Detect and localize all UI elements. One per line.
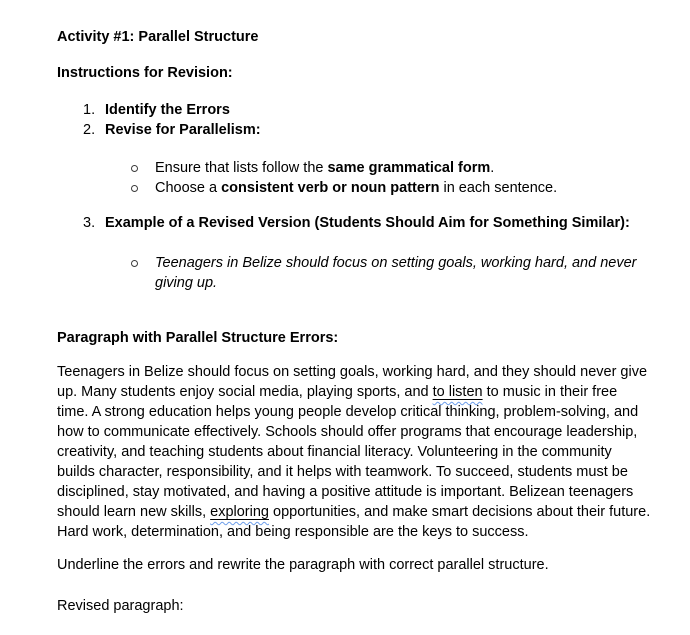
activity-title: Activity #1: Parallel Structure	[57, 29, 259, 45]
error-text: to listen	[432, 384, 483, 400]
list-item-revise-parallelism	[57, 120, 652, 140]
text-segment-italic: Teenagers in Belize should focus on setting goals, working hard, and never giving up.	[155, 255, 637, 291]
text-segment-plain: Teenagers in Belize should focus on setting goals, working hard, and they should never give up. Many students enjoy social media, playing sports, and	[57, 364, 648, 400]
text-segment-plain: to music in their free time. A strong education helps young people develop critical thinking, problem-solving, and how to communicate effectively. Schools should offer programs that encourage leadership, creativity, and teaching students about financial literacy. Volunteering in the community builds character, responsibility, and it helps with teamwork. To succeed, students must be disciplined, stay motivated, and having a positive attitude is important. Belizean teenagers should learn new skills,	[57, 384, 639, 520]
bullet-text	[155, 158, 494, 178]
revision-bullet-list	[57, 158, 652, 198]
list-number: 1.	[83, 102, 96, 118]
example-bullet-list	[57, 253, 652, 293]
text-segment-plain: in each sentence.	[439, 180, 558, 196]
error-underlined-text	[210, 504, 269, 520]
error-underlined-text	[433, 384, 483, 400]
bullet-item-verb-noun-pattern	[57, 178, 652, 198]
underline-instruction-text: Underline the errors and rewrite the paragraph with correct parallel structure.	[57, 557, 549, 573]
list-item-label: Revise for Parallelism:	[105, 122, 261, 138]
example-sentence-text	[155, 253, 652, 293]
list-number: 3.	[83, 215, 96, 231]
instructions-heading: Instructions for Revision:	[57, 65, 233, 81]
list-item-identify-errors	[57, 100, 652, 120]
list-number: 2.	[83, 122, 96, 138]
revised-paragraph-label: Revised paragraph:	[57, 598, 184, 614]
list-item-label: Identify the Errors	[105, 102, 230, 118]
hollow-bullet-icon	[131, 185, 138, 192]
instruction-numbered-list	[57, 100, 652, 140]
bullet-text	[155, 178, 557, 198]
text-segment-plain: Choose a	[155, 180, 222, 196]
text-segment-plain: Ensure that lists follow the	[155, 160, 328, 176]
errors-paragraph-heading: Paragraph with Parallel Structure Errors:	[57, 330, 339, 346]
hollow-bullet-icon	[131, 260, 138, 267]
bullet-item-example-sentence	[57, 253, 652, 293]
error-text: exploring	[210, 504, 269, 520]
hollow-bullet-icon	[131, 165, 138, 172]
bullet-item-grammatical-form	[57, 158, 652, 178]
list-item-example-revised-version	[57, 213, 652, 233]
error-paragraph	[57, 362, 652, 542]
text-segment-bold: consistent verb or noun pattern	[221, 180, 440, 196]
list-item-label: Example of a Revised Version (Students Should Aim for Something Similar):	[105, 215, 630, 231]
text-segment-bold: same grammatical form	[327, 160, 491, 176]
text-segment-plain: .	[490, 160, 495, 176]
text-segment-plain: opportunities, and make smart decisions about their future. Hard work, determination, and being responsible are the keys to success.	[57, 504, 651, 540]
